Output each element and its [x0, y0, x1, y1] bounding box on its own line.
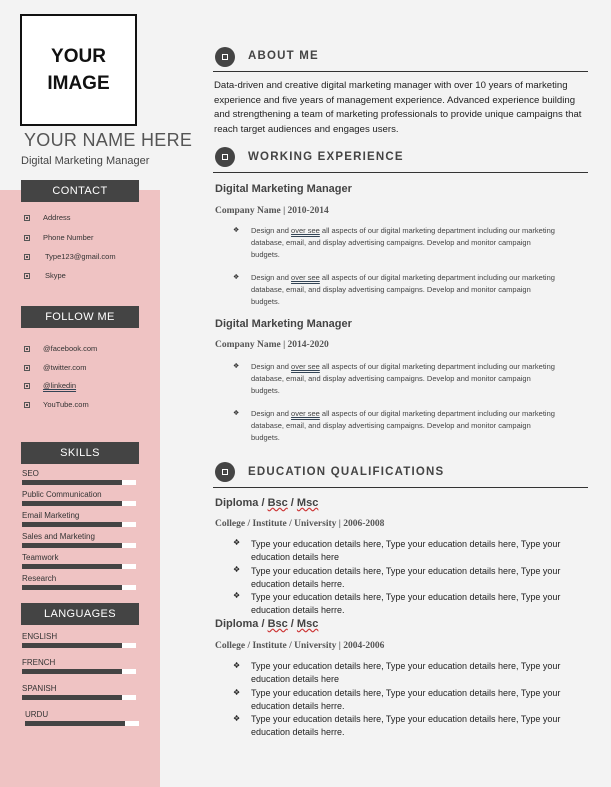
job-1-bullet-1: Design and over see all aspects of our digital marketing department including our marketing database, email, and display advertising campaigns. Develop and monitor campaign budgets. — [251, 226, 555, 259]
job-title-1: Digital Marketing Manager — [215, 183, 352, 195]
about-text: Data-driven and creative digital marketing manager with over 10 years of marketing experience and five years of management experience. Advanced experience building and strengthening a team of marketing professionals to provide unique campaigns that reach target audiences and engages users. — [214, 80, 582, 135]
skill-label: Sales and Marketing — [22, 532, 95, 541]
education-heading: EDUCATION QUALIFICATIONS — [248, 466, 445, 478]
twitter-icon — [24, 365, 30, 371]
languages-heading: LANGUAGES — [21, 603, 139, 625]
edu-2-bullet-2: Type your education details here, Type your education details here, Type your education details herre. — [251, 688, 561, 712]
education-rule — [213, 487, 588, 488]
follow-linkedin[interactable]: @linkedin — [24, 381, 76, 390]
job-company-1: Company Name | 2010-2014 — [215, 206, 329, 216]
follow-heading: FOLLOW ME — [21, 306, 139, 328]
skill-level-bar — [22, 480, 136, 485]
language-label: SPANISH — [22, 684, 57, 693]
person-title: Digital Marketing Manager — [21, 155, 150, 167]
skill-level-fill — [22, 501, 122, 506]
language-level-fill — [22, 669, 122, 674]
degree-1: Diploma / Bsc / Msc — [215, 497, 319, 509]
linkedin-icon — [24, 383, 30, 389]
skill-label: Teamwork — [22, 553, 59, 562]
job-title-2: Digital Marketing Manager — [215, 318, 352, 330]
edu-1-bullet-1: Type your education details here, Type your education details here, Type your education details here — [251, 539, 561, 563]
skype-icon — [24, 273, 30, 279]
school-2: College / Institute / University | 2004-2006 — [215, 641, 385, 651]
language-level-bar — [25, 721, 139, 726]
skills-heading: SKILLS — [21, 442, 139, 464]
edu-2-bullet-1: Type your education details here, Type your education details here, Type your education details here — [251, 661, 561, 685]
school-1: College / Institute / University | 2006-2008 — [215, 519, 385, 529]
language-level-bar — [22, 695, 136, 700]
skill-label: SEO — [22, 469, 39, 478]
language-level-fill — [22, 643, 122, 648]
bullet-diamond-icon: ❖ — [233, 363, 240, 370]
photo-line-1: YOUR — [51, 46, 106, 67]
experience-rule — [213, 172, 588, 173]
skill-level-fill — [22, 480, 122, 485]
experience-heading: WORKING EXPERIENCE — [248, 151, 404, 163]
skill-level-bar — [22, 501, 136, 506]
about-heading: ABOUT ME — [248, 50, 319, 62]
education-icon — [215, 462, 235, 482]
skill-label: Public Communication — [22, 490, 102, 499]
skill-label: Email Marketing — [22, 511, 80, 520]
follow-facebook[interactable]: @facebook.com — [24, 344, 97, 353]
bullet-diamond-icon: ❖ — [233, 227, 240, 234]
language-level-bar — [22, 643, 136, 648]
edu-2-bullet-3: Type your education details here, Type your education details here, Type your education details herre. — [251, 714, 561, 738]
bullet-diamond-icon: ❖ — [233, 274, 240, 281]
follow-youtube[interactable]: YouTube.com — [24, 400, 89, 409]
bullet-diamond-icon: ❖ — [233, 591, 241, 600]
language-label: URDU — [25, 710, 49, 719]
skill-level-bar — [22, 522, 136, 527]
follow-twitter[interactable]: @twitter.com — [24, 363, 86, 372]
photo-line-2: IMAGE — [47, 73, 110, 94]
contact-heading: CONTACT — [21, 180, 139, 202]
facebook-icon — [24, 346, 30, 352]
email-icon — [24, 254, 30, 260]
bullet-diamond-icon: ❖ — [233, 410, 240, 417]
about-icon — [215, 47, 235, 67]
bullet-diamond-icon: ❖ — [233, 714, 241, 723]
bullet-diamond-icon: ❖ — [233, 565, 241, 574]
edu-1-bullet-2: Type your education details here, Type your education details here, Type your education details herre. — [251, 566, 561, 590]
person-name: YOUR NAME HERE — [24, 130, 193, 150]
language-level-fill — [22, 695, 122, 700]
job-company-2: Company Name | 2014-2020 — [215, 340, 329, 350]
job-1-bullet-2: Design and over see all aspects of our digital marketing department including our marketing database, email, and display advertising campaigns. Develop and monitor campaign budgets. — [251, 273, 555, 306]
contact-email[interactable]: Type123@gmail.com — [24, 252, 116, 261]
address-icon — [24, 215, 30, 221]
contact-phone: Phone Number — [24, 233, 93, 242]
skill-level-fill — [22, 522, 122, 527]
job-2-bullet-2: Design and over see all aspects of our digital marketing department including our marketing database, email, and display advertising campaigns. Develop and monitor campaign budgets. — [251, 409, 555, 442]
about-rule — [213, 71, 588, 72]
contact-skype: Skype — [24, 271, 66, 280]
language-level-bar — [22, 669, 136, 674]
youtube-icon — [24, 402, 30, 408]
bullet-diamond-icon: ❖ — [233, 538, 241, 547]
photo-placeholder[interactable] — [20, 14, 137, 126]
degree-2: Diploma / Bsc / Msc — [215, 618, 319, 630]
edu-1-bullet-3: Type your education details here, Type your education details here, Type your education details herre. — [251, 592, 561, 616]
phone-icon — [24, 235, 30, 241]
bullet-diamond-icon: ❖ — [233, 661, 241, 670]
contact-address: Address — [24, 213, 71, 222]
bullet-diamond-icon: ❖ — [233, 688, 241, 697]
language-label: ENGLISH — [22, 632, 58, 641]
experience-icon — [215, 147, 235, 167]
job-2-bullet-1: Design and over see all aspects of our digital marketing department including our marketing database, email, and display advertising campaigns. Develop and monitor campaign budgets. — [251, 362, 555, 395]
language-level-fill — [25, 721, 125, 726]
skill-label: Research — [22, 574, 57, 583]
language-label: FRENCH — [22, 658, 56, 667]
